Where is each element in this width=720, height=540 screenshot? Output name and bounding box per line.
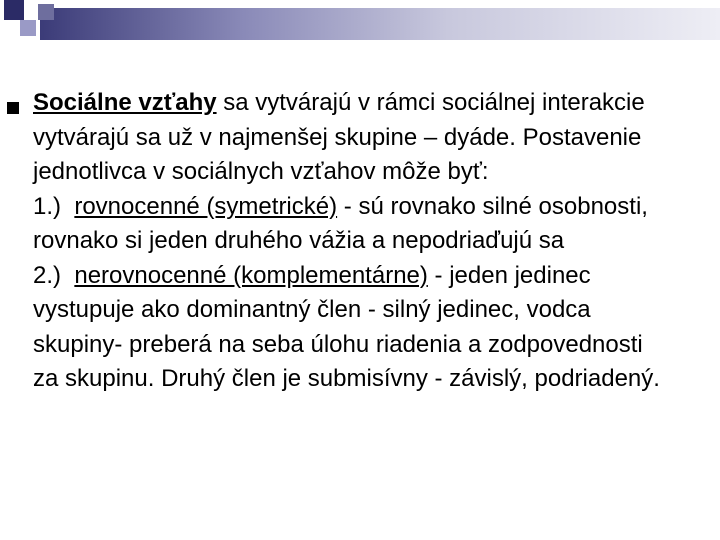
intro-text: sa vytvárajú v rámci sociálnej interakcie vytvárajú sa už v najmenšej skupine – dyáde. Postavenie jednotlivca v sociálnych vzťahov môže byť: [33,89,645,185]
decorative-square [4,0,24,20]
item-text: - jeden jedinec vystupuje ako dominantný člen - silný jedinec, vodca skupiny- preberá na seba úlohu riadenia a zodpovednosti za skupinu. Druhý člen je submisívny - závislý, podriadený. [33,261,660,392]
bullet-square-icon [7,102,19,114]
item-number: 1.) [33,192,75,220]
item-term: rovnocenné (symetrické) [74,192,338,220]
decorative-square [38,4,54,20]
item-text: - sú rovnako silné osobnosti, rovnako si jeden druhého vážia a nepodriaďujú sa [33,192,648,254]
header-gradient-bar [40,8,720,40]
decorative-square [20,20,36,36]
heading-term: Sociálne vzťahy [33,89,217,116]
bullet-paragraph [33,86,673,397]
item-number: 2.) [33,261,75,289]
decorative-square [6,22,18,34]
item-term: nerovnocenné (komplementárne) [74,261,428,289]
